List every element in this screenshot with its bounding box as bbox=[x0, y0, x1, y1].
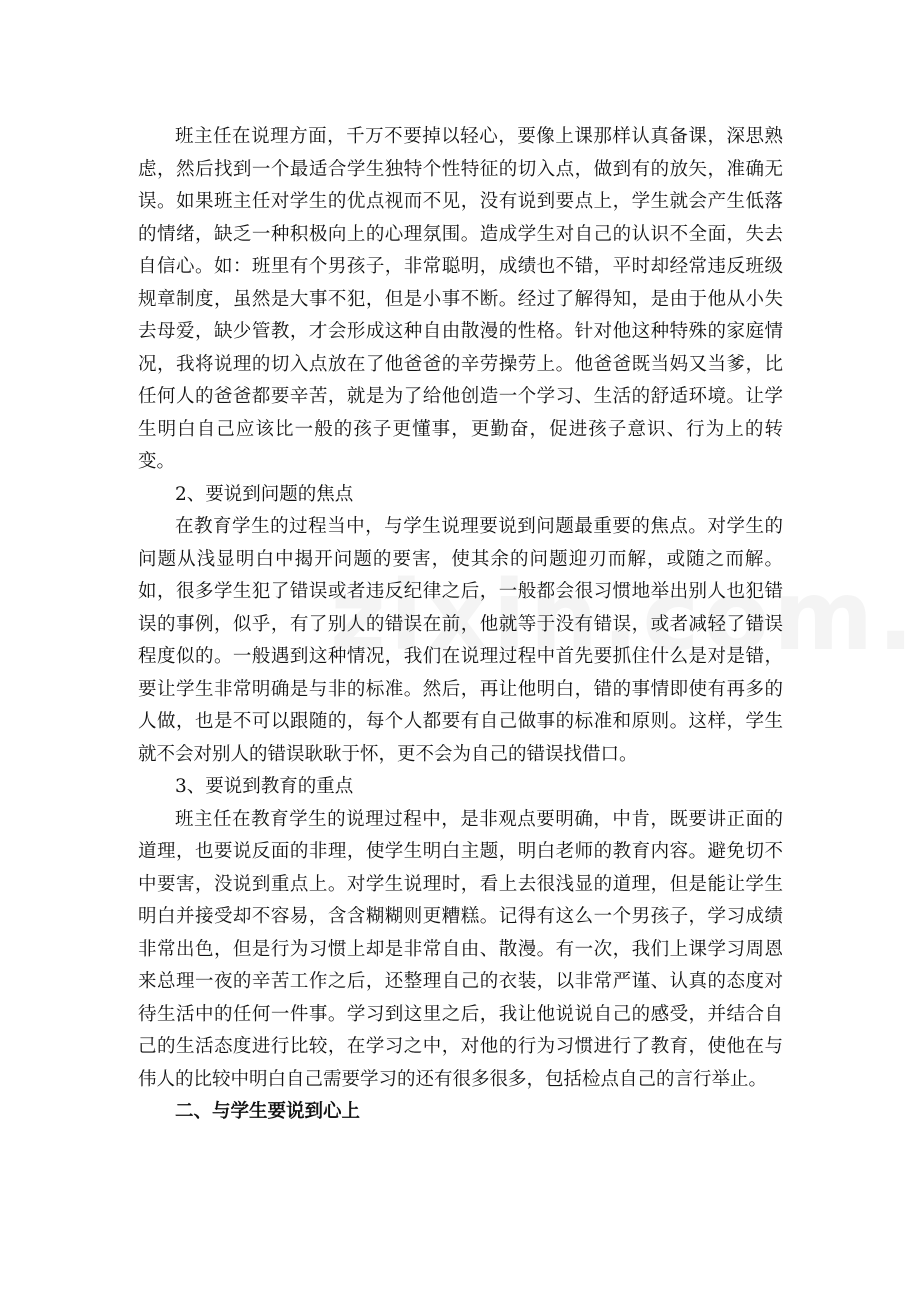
subsection-heading: 3、要说到教育的重点 bbox=[175, 776, 354, 797]
document-body bbox=[138, 121, 783, 1129]
subsection-heading: 2、要说到问题的焦点 bbox=[175, 483, 354, 505]
section-heading: 二、与学生要说到心上 bbox=[175, 1101, 361, 1122]
body-paragraph: 班主任在说理方面，千万不要掉以轻心，要像上课那样认真备课，深思熟虑，然后找到一个最适合学生独特个性特征的切入点，做到有的放矢，准确无误。如果班主任对学生的优点视而不见，没有说到要点上，学生就会产生低落的情绪，缺乏一种积极向上的心理氛围。造成学生对自己的认识不全面，失去自信心。如：班里有个男孩子，非常聪明，成绩也不错，平时却经常违反班级规章制度，虽然是大事不犯，但是小事不断。经过了解得知，是由于他从小失去母爱，缺少管教，才会形成这种自由散漫的性格。针对他这种特殊的家庭情况，我将说理的切入点放在了他爸爸的辛劳操劳上。他爸爸既当妈又当爹，比任何人的爸爸都要辛苦，就是为了给他创造一个学习、生活的舒适环境。让学生明白自己应该比一般的孩子更懂事，更勤奋，促进孩子意识、行为上的转变。 bbox=[138, 126, 783, 472]
body-paragraph: 班主任在教育学生的说理过程中，是非观点要明确，中肯，既要讲正面的道理，也要说反面的非理，使学生明白主题，明白老师的教育内容。避免切不中要害，没说到重点上。对学生说理时，看上去很浅显的道理，但是能让学生明白并接受却不容易，含含糊糊则更糟糕。记得有这么一个男孩子，学习成绩非常出色，但是行为习惯上却是非常自由、散漫。有一次，我们上课学习周恩来总理一夜的辛苦工作之后，还整理自己的衣装，以非常严谨、认真的态度对待生活中的任何一件事。学习到这里之后，我让他说说自己的感受，并结合自己的生活态度进行比较，在学习之中，对他的行为习惯进行了教育，使他在与伟人的比较中明白自己需要学习的还有很多很多，包括检点自己的言行举止。 bbox=[138, 808, 783, 1090]
body-paragraph: 在教育学生的过程当中，与学生说理要说到问题最重要的焦点。对学生的问题从浅显明白中揭开问题的要害，使其余的问题迎刃而解，或随之而解。如，很多学生犯了错误或者违反纪律之后，一般都会很习惯地举出别人也犯错误的事例，似乎，有了别人的错误在前，他就等于没有错误，或者减轻了错误程度似的。一般遇到这种情况，我们在说理过程中首先要抓住什么是对是错，要让学生非常明确是与非的标准。然后，再让他明白，错的事情即使有再多的人做，也是不可以跟随的，每个人都要有自己做事的标准和原则。这样，学生就不会对别人的错误耿耿于怀，更不会为自己的错误找借口。 bbox=[138, 516, 783, 765]
